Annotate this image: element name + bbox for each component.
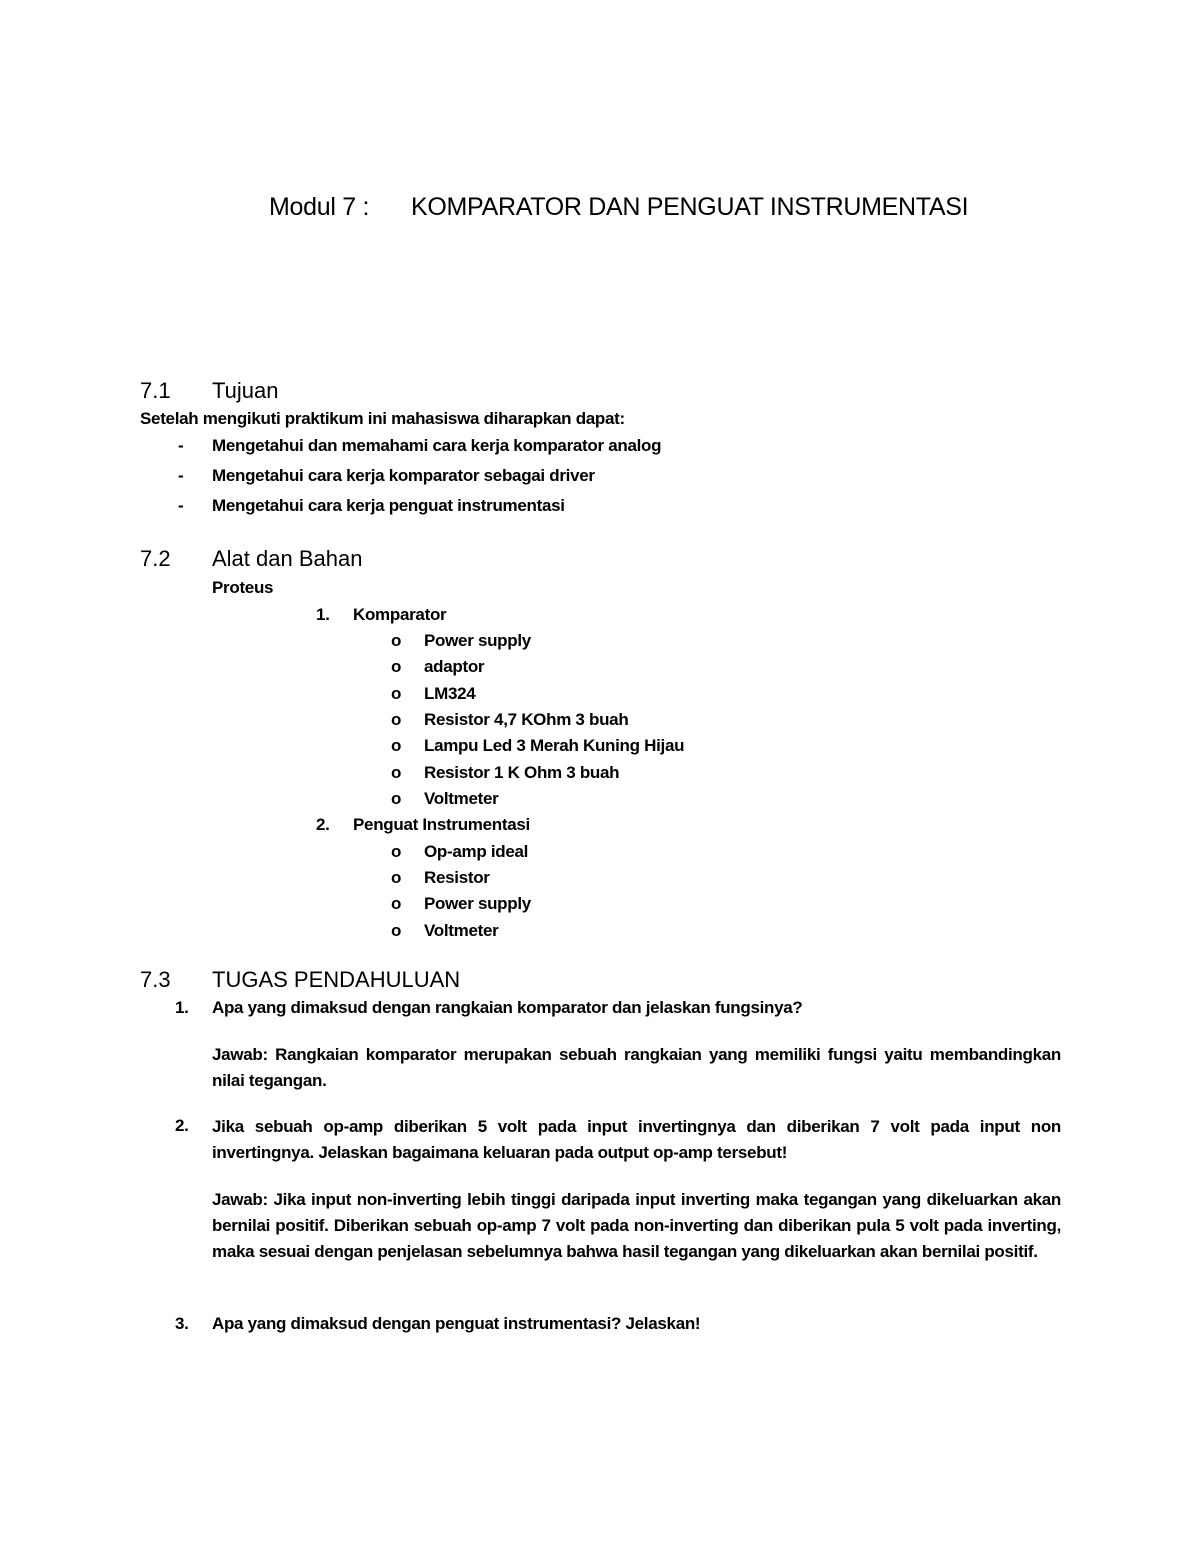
list-item: Op-amp ideal [424, 842, 529, 861]
list-item: Mengetahui dan memahami cara kerja komparator analog [212, 436, 662, 455]
circle-bullet: o [391, 842, 402, 861]
section-heading: Tujuan [212, 378, 279, 403]
circle-bullet: o [391, 789, 402, 808]
list-item: Mengetahui cara kerja komparator sebagai driver [212, 466, 595, 485]
dash-bullet: - [178, 496, 184, 515]
circle-bullet: o [391, 684, 402, 703]
dash-bullet: - [178, 436, 184, 455]
list-item: Power supply [424, 894, 531, 913]
list-item: Resistor 4,7 KOhm 3 buah [424, 710, 629, 729]
list-item: Voltmeter [424, 921, 499, 940]
intro-text: Setelah mengikuti praktikum ini mahasiswa diharapkan dapat: [140, 409, 625, 428]
circle-bullet: o [391, 736, 402, 755]
list-item: Voltmeter [424, 789, 499, 808]
section-heading: TUGAS PENDAHULUAN [212, 967, 461, 992]
circle-bullet: o [391, 921, 402, 940]
circle-bullet: o [391, 710, 402, 729]
section-heading: Alat dan Bahan [212, 546, 363, 571]
circle-bullet: o [391, 657, 402, 676]
module-label: Modul 7 : [269, 193, 370, 221]
software-label: Proteus [212, 578, 274, 597]
group-label: Penguat Instrumentasi [353, 815, 530, 834]
list-item: Resistor 1 K Ohm 3 buah [424, 763, 620, 782]
group-label: Komparator [353, 605, 447, 624]
circle-bullet: o [391, 631, 402, 650]
list-number: 2. [316, 815, 330, 834]
question-number: 2. [175, 1116, 189, 1135]
dash-bullet: - [178, 466, 184, 485]
answer-text: Jawab: Rangkaian komparator merupakan sebuah rangkaian yang memiliki fungsi yaitu membandingkan nilai tegangan. [212, 1045, 1061, 1090]
section-number: 7.2 [140, 546, 171, 571]
list-item: LM324 [424, 684, 476, 703]
question-text: Apa yang dimaksud dengan rangkaian komparator dan jelaskan fungsinya? [212, 998, 803, 1017]
list-item: Lampu Led 3 Merah Kuning Hijau [424, 736, 685, 755]
list-item: Power supply [424, 631, 531, 650]
list-item: Mengetahui cara kerja penguat instrumentasi [212, 496, 565, 515]
circle-bullet: o [391, 868, 402, 887]
circle-bullet: o [391, 894, 402, 913]
list-item: Resistor [424, 868, 490, 887]
section-number: 7.1 [140, 378, 171, 403]
question-number: 3. [175, 1314, 189, 1333]
page-title: KOMPARATOR DAN PENGUAT INSTRUMENTASI [411, 193, 969, 221]
list-item: adaptor [424, 657, 485, 676]
list-number: 1. [316, 605, 330, 624]
answer-text: Jawab: Jika input non-inverting lebih tinggi daripada input inverting maka tegangan yang dikeluarkan akan bernilai positif. Diberikan sebuah op-amp 7 volt pada non-inverting dan diberikan pula 5 volt pada inverting, maka sesuai dengan penjelasan sebelumnya bahwa hasil tegangan yang dikeluarkan akan bernilai positif. [212, 1190, 1061, 1261]
question-number: 1. [175, 998, 189, 1017]
circle-bullet: o [391, 763, 402, 782]
question-text: Apa yang dimaksud dengan penguat instrumentasi? Jelaskan! [212, 1314, 701, 1333]
question-text: Jika sebuah op-amp diberikan 5 volt pada input invertingnya dan diberikan 7 volt pada input non invertingnya. Jelaskan bagaimana keluaran pada output op-amp tersebut! [212, 1117, 1061, 1162]
section-number: 7.3 [140, 967, 171, 992]
